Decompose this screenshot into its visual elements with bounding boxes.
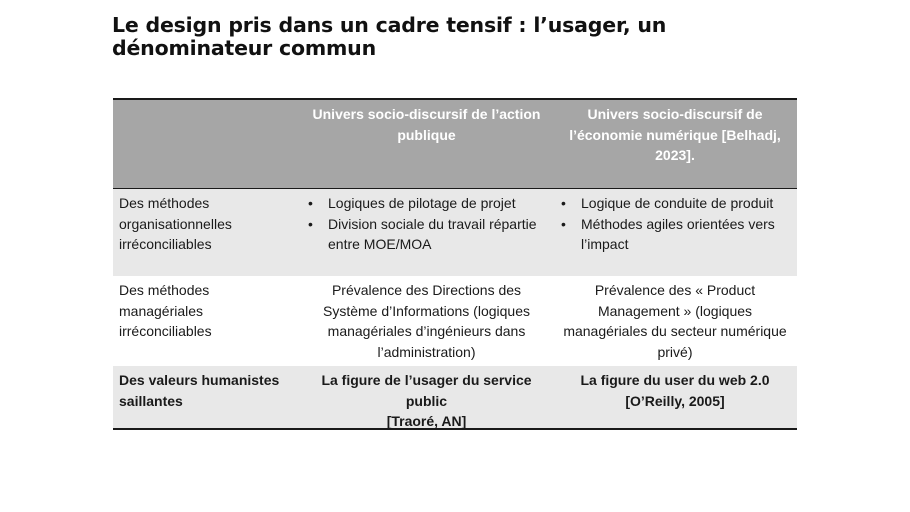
bullet-list xyxy=(306,193,547,255)
cell-text: La figure de l’usager du service public xyxy=(321,372,532,409)
header-cell-action-publique: Univers socio-discursif de l’action publique xyxy=(312,106,541,143)
table-row xyxy=(113,366,797,428)
slide-title: Le design pris dans un cadre tensif : l’usager, un dénominateur commun xyxy=(112,13,667,60)
cell-action-publique xyxy=(300,189,553,276)
list-item: • Division sociale du travail répartie entre MOE/MOA xyxy=(328,214,547,255)
list-item: • Logiques de pilotage de projet xyxy=(328,193,547,214)
citation: [Traoré, AN] xyxy=(386,413,467,429)
row-label: Des valeurs humanistes saillantes xyxy=(119,372,280,409)
list-item: • Logique de conduite de produit xyxy=(581,193,791,214)
cell-economie-numerique xyxy=(553,366,797,428)
table-row xyxy=(113,189,797,276)
cell-action-publique: Prévalence des Directions des Système d’Informations (logiques managériales d’ingénieurs dans l’administration) xyxy=(323,282,530,360)
cell-action-publique xyxy=(300,366,553,428)
header-cell-economie-numerique: Univers socio-discursif de l’économie numérique [Belhadj, 2023]. xyxy=(569,106,781,163)
citation: [O’Reilly, 2005] xyxy=(625,392,725,409)
list-item: • Méthodes agiles orientées vers l’impact xyxy=(581,214,791,255)
cell-economie-numerique: Prévalence des « Product Management » (logiques managériales du secteur numérique privé) xyxy=(563,282,787,360)
bullet-list xyxy=(559,193,791,255)
header-cell-empty xyxy=(113,100,300,188)
table-header-row xyxy=(113,100,797,189)
table-row xyxy=(113,276,797,366)
cell-economie-numerique xyxy=(553,189,797,276)
comparison-table xyxy=(113,98,797,430)
row-label: Des méthodes organisationnelles irréconciliables xyxy=(119,195,232,252)
row-label: Des méthodes managériales irréconciliables xyxy=(119,282,212,339)
cell-text: La figure du user du web 2.0 xyxy=(580,372,770,388)
